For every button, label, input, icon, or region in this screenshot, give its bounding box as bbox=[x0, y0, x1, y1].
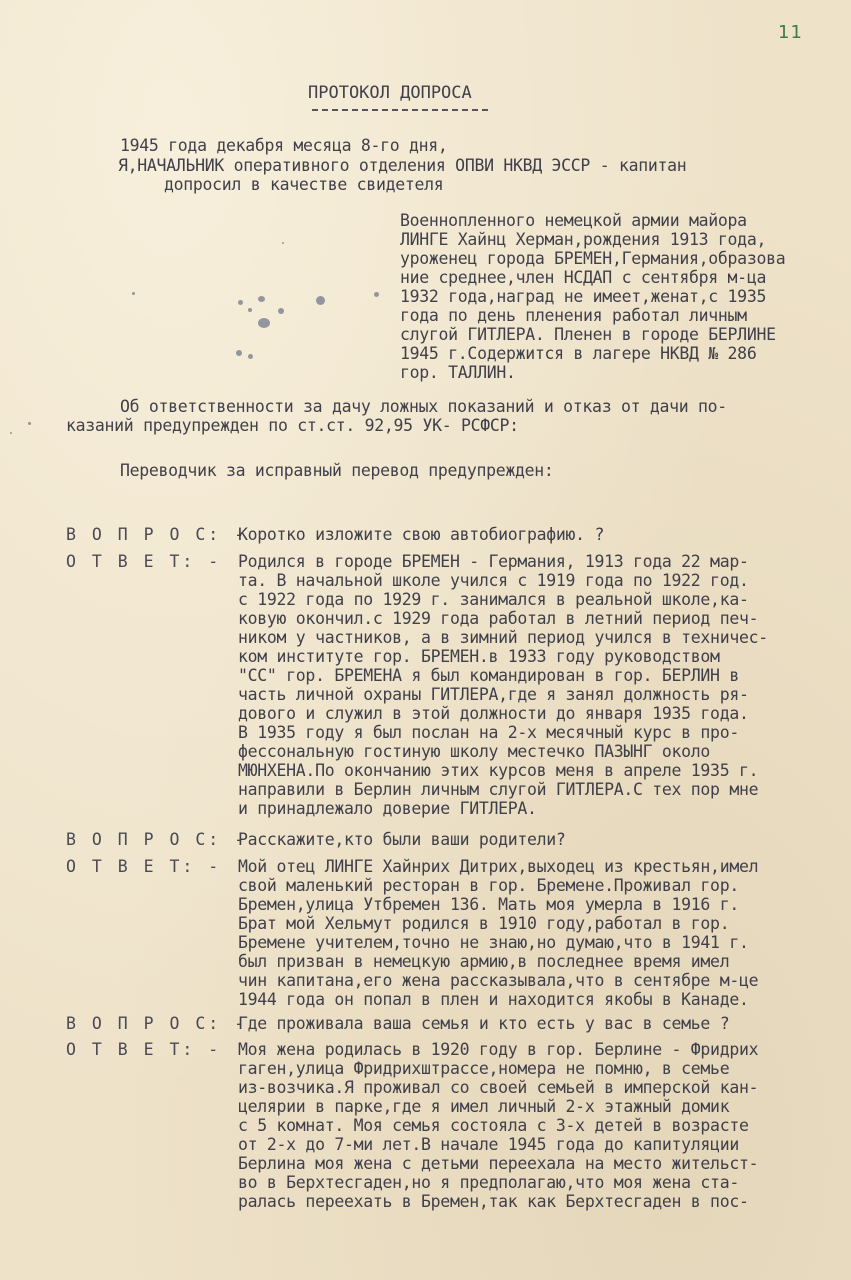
answer-1-line: часть личной охраны ГИТЛЕРА,где я занял должность ря- bbox=[238, 685, 749, 704]
answer-3-line: гаген,улица Фридрихштрассе,номера не помню, в семье bbox=[238, 1059, 730, 1078]
answer-1-line: дового и служил в этой должности до января 1935 года. bbox=[238, 704, 749, 723]
answer-1-line: и принадлежало доверие ГИТЛЕРА. bbox=[238, 799, 537, 818]
witness-line-1: Военнопленного немецкой армии майора bbox=[400, 211, 747, 230]
answer-1-line: та. В начальной школе учился с 1919 года по 1922 год. bbox=[238, 571, 749, 590]
answer-1-line: ком институте гор. БРЕМЕН.в 1933 году руководством bbox=[238, 647, 720, 666]
answer-2-line: свой маленький ресторан в гор. Бремене.Проживал гор. bbox=[238, 876, 739, 895]
ink-spot bbox=[278, 308, 284, 314]
warning-line-2: казаний предупрежден по ст.ст. 92,95 УК- РСФСР: bbox=[66, 416, 519, 435]
header-line-officer: Я,НАЧАЛЬНИК оперативного отделения ОПВИ НКВД ЭССР - капитан bbox=[118, 156, 687, 175]
document-title: ПРОТОКОЛ ДОПРОСА bbox=[308, 83, 472, 103]
answer-3-line: от 2-х до 7-ми лет.В начале 1945 года до капитуляции bbox=[238, 1135, 739, 1154]
question-label: В О П Р О С: - bbox=[66, 830, 248, 849]
page-number: 11 bbox=[778, 22, 803, 43]
answer-1-line: ковую окончил.с 1929 года работал в летний период печ- bbox=[238, 609, 759, 628]
ink-spot bbox=[248, 354, 253, 359]
answer-1-line: МЮНХЕНА.По окончанию этих курсов меня в апреле 1935 г. bbox=[238, 761, 759, 780]
answer-2-line: Бремене учителем,точно не знаю,но думаю,что в 1941 г. bbox=[238, 933, 749, 952]
ink-spot bbox=[282, 242, 284, 244]
answer-3-line: во в Берхтесгаден,но я предполагаю,что моя жена ста- bbox=[238, 1173, 739, 1192]
witness-line-3: уроженец города БРЕМЕН,Германия,образова bbox=[400, 249, 786, 268]
warning-line-1: Об ответственности за дачу ложных показаний и отказ от дачи по- bbox=[120, 397, 727, 416]
header-line-date: 1945 года декабря месяца 8-го дня, bbox=[120, 136, 448, 155]
answer-3-line: из-возчика.Я проживал со своей семьей в имперской кан- bbox=[238, 1078, 759, 1097]
answer-1-line: фессональную гостиную школу местечко ПАЗЫНГ около bbox=[238, 742, 711, 761]
interpreter-line: Переводчик за исправный перевод предупрежден: bbox=[120, 461, 554, 480]
answer-3-line: Моя жена родилась в 1920 году в гор. Берлине - Фридрих bbox=[238, 1040, 759, 1059]
ink-spot bbox=[316, 296, 325, 305]
ink-spot bbox=[248, 308, 252, 312]
answer-3-line: ралась переехать в Бремен,так как Берхтесгаден в пос- bbox=[238, 1192, 749, 1211]
ink-spot bbox=[258, 296, 265, 302]
witness-line-6: года по день пленения работал личным bbox=[400, 306, 747, 325]
question-label: В О П Р О С: - bbox=[66, 1014, 248, 1033]
witness-line-5: 1932 года,наград не имеет,женат,с 1935 bbox=[400, 287, 767, 306]
witness-line-9: гор. ТАЛЛИН. bbox=[400, 363, 516, 382]
ink-spot bbox=[238, 300, 243, 305]
answer-1-line: с 1922 года по 1929 г. занимался в реальной школе,ка- bbox=[238, 590, 749, 609]
ink-spot bbox=[10, 432, 12, 434]
answer-3-line: целярии в парке,где я имел личный 2-х этажный домик bbox=[238, 1097, 730, 1116]
answer-1-line: ником у частников, а в зимний период учился в техничес- bbox=[238, 628, 768, 647]
answer-1-line: "СС" гор. БРЕМЕНА я был командирован в гор. БЕРЛИН в bbox=[238, 666, 739, 685]
question-label: В О П Р О С: - bbox=[66, 525, 248, 544]
question-2: Расскажите,кто были ваши родители? bbox=[238, 830, 566, 849]
ink-spot bbox=[28, 422, 31, 425]
question-3: Где проживала ваша семья и кто есть у вас в семье ? bbox=[238, 1014, 730, 1033]
answer-2-line: Бремен,улица Утбремен 136. Мать моя умерла в 1916 г. bbox=[238, 895, 739, 914]
question-1: Коротко изложите свою автобиографию. ? bbox=[238, 525, 605, 544]
answer-2-line: чин капитана,его жена рассказывала,что в сентябре м-це bbox=[238, 971, 759, 990]
answer-2-line: 1944 года он попал в плен и находится якобы в Канаде. bbox=[238, 990, 749, 1009]
answer-1-line: В 1935 году я был послан на 2-х месячный курс в про- bbox=[238, 723, 739, 742]
witness-line-7: слугой ГИТЛЕРА. Пленен в городе БЕРЛИНЕ bbox=[400, 325, 776, 344]
ink-spot bbox=[236, 350, 242, 356]
witness-line-8: 1945 г.Содержится в лагере НКВД № 286 bbox=[400, 344, 757, 363]
answer-label: О Т В Е Т: - bbox=[66, 552, 222, 571]
witness-line-4: ние среднее,член НСДАП с сентября м-ца bbox=[400, 268, 767, 287]
answer-3-line: Берлина моя жена с детьми переехала на место жительст- bbox=[238, 1154, 759, 1173]
ink-spot bbox=[132, 292, 135, 295]
ink-spot bbox=[374, 292, 379, 297]
witness-line-2: ЛИНГЕ Хайнц Херман,рождения 1913 года, bbox=[400, 230, 767, 249]
answer-2-line: Мой отец ЛИНГЕ Хайнрих Дитрих,выходец из крестьян,имел bbox=[238, 857, 759, 876]
answer-label: О Т В Е Т: - bbox=[66, 1040, 222, 1059]
answer-label: О Т В Е Т: - bbox=[66, 857, 222, 876]
answer-1-line: Родился в городе БРЕМЕН - Германия, 1913 года 22 мар- bbox=[238, 552, 749, 571]
answer-1-line: направили в Берлин личным слугой ГИТЛЕРА.С тех пор мне bbox=[238, 780, 759, 799]
answer-2-line: Брат мой Хельмут родился в 1910 году,работал в гор. bbox=[238, 914, 730, 933]
title-underline bbox=[312, 109, 488, 111]
answer-2-line: был призван в немецкую армию,в последнее время имел bbox=[238, 952, 730, 971]
header-line-interrogated: допросил в качестве свидетеля bbox=[164, 175, 444, 194]
answer-3-line: с 5 комнат. Моя семья состояла с 3-х детей в возрасте bbox=[238, 1116, 749, 1135]
ink-spot bbox=[258, 318, 270, 328]
